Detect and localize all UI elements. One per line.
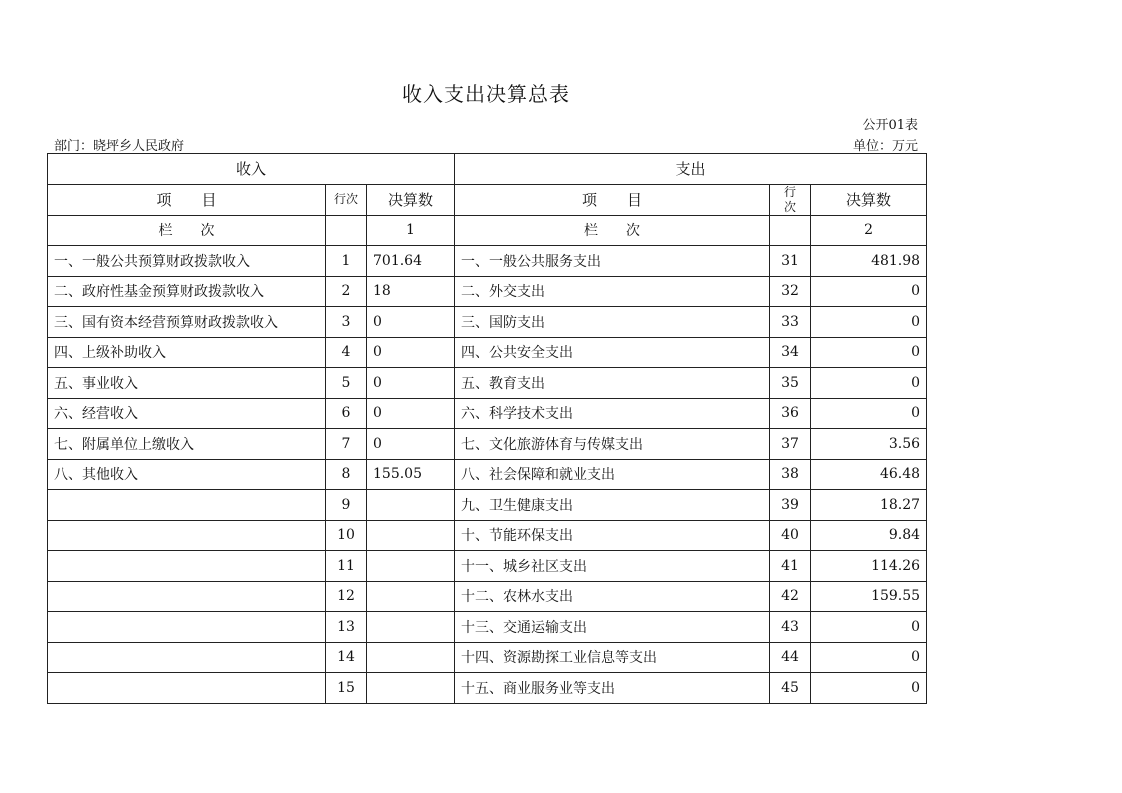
expense-line-cell: 33 — [770, 307, 811, 338]
income-line-cell: 4 — [326, 337, 367, 368]
income-item-cell — [48, 490, 326, 521]
expense-item-cell: 六、科学技术支出 — [455, 398, 770, 429]
income-line-cell: 9 — [326, 490, 367, 521]
expense-column-blank — [770, 215, 811, 246]
expense-line-cell: 43 — [770, 612, 811, 643]
expense-item-cell: 八、社会保障和就业支出 — [455, 459, 770, 490]
income-column-blank — [326, 215, 367, 246]
expense-item-cell: 七、文化旅游体育与传媒支出 — [455, 429, 770, 460]
income-line-cell: 1 — [326, 246, 367, 277]
expense-item-cell: 十五、商业服务业等支出 — [455, 673, 770, 704]
table-row — [48, 551, 927, 582]
expense-line-header — [770, 184, 811, 215]
expense-item-cell: 十三、交通运输支出 — [455, 612, 770, 643]
income-amount-header: 决算数 — [367, 184, 455, 215]
income-amount-cell: 0 — [367, 398, 455, 429]
expense-amount-cell: 9.84 — [811, 520, 927, 551]
expense-column-number: 2 — [811, 215, 927, 246]
expense-amount-cell: 0 — [811, 276, 927, 307]
expense-item-cell: 三、国防支出 — [455, 307, 770, 338]
column-index-row — [48, 215, 927, 246]
expense-line-cell: 42 — [770, 581, 811, 612]
table-row — [48, 337, 927, 368]
expense-item-cell: 十二、农林水支出 — [455, 581, 770, 612]
income-item-cell — [48, 612, 326, 643]
expense-amount-header: 决算数 — [811, 184, 927, 215]
income-amount-cell: 701.64 — [367, 246, 455, 277]
expense-amount-cell: 159.55 — [811, 581, 927, 612]
expense-item-cell: 二、外交支出 — [455, 276, 770, 307]
expense-amount-cell: 0 — [811, 612, 927, 643]
income-item-cell: 四、上级补助收入 — [48, 337, 326, 368]
income-line-cell: 12 — [326, 581, 367, 612]
expense-line-cell: 34 — [770, 337, 811, 368]
income-amount-cell — [367, 520, 455, 551]
department-label: 部门：晓坪乡人民政府 — [54, 139, 185, 154]
table-row — [48, 398, 927, 429]
income-amount-cell: 0 — [367, 368, 455, 399]
table-row — [48, 490, 927, 521]
expense-item-cell: 十四、资源勘探工业信息等支出 — [455, 642, 770, 673]
expense-amount-cell: 0 — [811, 368, 927, 399]
table-row — [48, 612, 927, 643]
expense-line-cell: 41 — [770, 551, 811, 582]
income-line-cell: 7 — [326, 429, 367, 460]
table-row — [48, 276, 927, 307]
income-column-number: 1 — [367, 215, 455, 246]
income-item-cell: 五、事业收入 — [48, 368, 326, 399]
income-item-cell — [48, 673, 326, 704]
income-column-label: 栏 次 — [48, 215, 326, 246]
expense-item-cell: 四、公共安全支出 — [455, 337, 770, 368]
income-amount-cell: 155.05 — [367, 459, 455, 490]
expense-item-header: 项 目 — [455, 184, 770, 215]
expense-line-cell: 37 — [770, 429, 811, 460]
income-amount-cell — [367, 551, 455, 582]
expense-line-cell: 38 — [770, 459, 811, 490]
unit-label: 单位：万元 — [852, 139, 918, 154]
income-line-cell: 14 — [326, 642, 367, 673]
income-item-cell: 一、一般公共预算财政拨款收入 — [48, 246, 326, 277]
income-item-cell — [48, 520, 326, 551]
table-row — [48, 429, 927, 460]
income-line-cell: 15 — [326, 673, 367, 704]
table-row — [48, 307, 927, 338]
expense-section-header: 支出 — [455, 154, 927, 185]
expense-amount-cell: 0 — [811, 307, 927, 338]
income-amount-cell: 0 — [367, 307, 455, 338]
section-header-row — [48, 154, 927, 185]
income-item-cell: 三、国有资本经营预算财政拨款收入 — [48, 307, 326, 338]
expense-line-cell: 35 — [770, 368, 811, 399]
table-row — [48, 581, 927, 612]
income-item-cell: 八、其他收入 — [48, 459, 326, 490]
income-amount-cell — [367, 673, 455, 704]
expense-amount-cell: 0 — [811, 398, 927, 429]
income-amount-cell — [367, 642, 455, 673]
expense-line-cell: 39 — [770, 490, 811, 521]
expense-amount-cell: 481.98 — [811, 246, 927, 277]
column-header-row — [48, 184, 927, 215]
income-item-cell: 七、附属单位上缴收入 — [48, 429, 326, 460]
income-amount-cell — [367, 581, 455, 612]
page-title: 收入支出决算总表 — [402, 82, 570, 106]
income-line-cell: 10 — [326, 520, 367, 551]
expense-amount-cell: 0 — [811, 642, 927, 673]
expense-line-cell: 45 — [770, 673, 811, 704]
income-line-cell: 11 — [326, 551, 367, 582]
summary-table — [47, 153, 927, 704]
income-line-header: 行次 — [326, 184, 367, 215]
income-amount-cell — [367, 490, 455, 521]
income-item-cell — [48, 551, 326, 582]
expense-line-cell: 36 — [770, 398, 811, 429]
form-number: 公开01表 — [862, 118, 918, 133]
income-item-cell — [48, 581, 326, 612]
income-item-header: 项 目 — [48, 184, 326, 215]
expense-amount-cell: 3.56 — [811, 429, 927, 460]
income-item-cell: 六、经营收入 — [48, 398, 326, 429]
table-row — [48, 642, 927, 673]
expense-item-cell: 五、教育支出 — [455, 368, 770, 399]
income-amount-cell: 18 — [367, 276, 455, 307]
expense-column-label: 栏 次 — [455, 215, 770, 246]
income-line-cell: 13 — [326, 612, 367, 643]
table-row — [48, 368, 927, 399]
expense-amount-cell: 46.48 — [811, 459, 927, 490]
income-line-cell: 3 — [326, 307, 367, 338]
expense-line-cell: 40 — [770, 520, 811, 551]
expense-amount-cell: 0 — [811, 673, 927, 704]
expense-line-header-top: 行 — [784, 184, 797, 199]
table-row — [48, 520, 927, 551]
expense-line-header-bottom: 次 — [784, 199, 797, 214]
income-line-cell: 2 — [326, 276, 367, 307]
income-item-cell: 二、政府性基金预算财政拨款收入 — [48, 276, 326, 307]
income-amount-cell: 0 — [367, 337, 455, 368]
expense-item-cell: 十、节能环保支出 — [455, 520, 770, 551]
income-amount-cell: 0 — [367, 429, 455, 460]
income-item-cell — [48, 642, 326, 673]
table-row — [48, 246, 927, 277]
expense-line-cell: 44 — [770, 642, 811, 673]
expense-amount-cell: 114.26 — [811, 551, 927, 582]
income-section-header: 收入 — [48, 154, 455, 185]
income-line-cell: 5 — [326, 368, 367, 399]
income-line-cell: 8 — [326, 459, 367, 490]
expense-item-cell: 十一、城乡社区支出 — [455, 551, 770, 582]
table-row — [48, 673, 927, 704]
expense-amount-cell: 18.27 — [811, 490, 927, 521]
income-line-cell: 6 — [326, 398, 367, 429]
expense-line-cell: 32 — [770, 276, 811, 307]
income-amount-cell — [367, 612, 455, 643]
expense-amount-cell: 0 — [811, 337, 927, 368]
table-row — [48, 459, 927, 490]
expense-item-cell: 九、卫生健康支出 — [455, 490, 770, 521]
expense-line-cell: 31 — [770, 246, 811, 277]
expense-item-cell: 一、一般公共服务支出 — [455, 246, 770, 277]
